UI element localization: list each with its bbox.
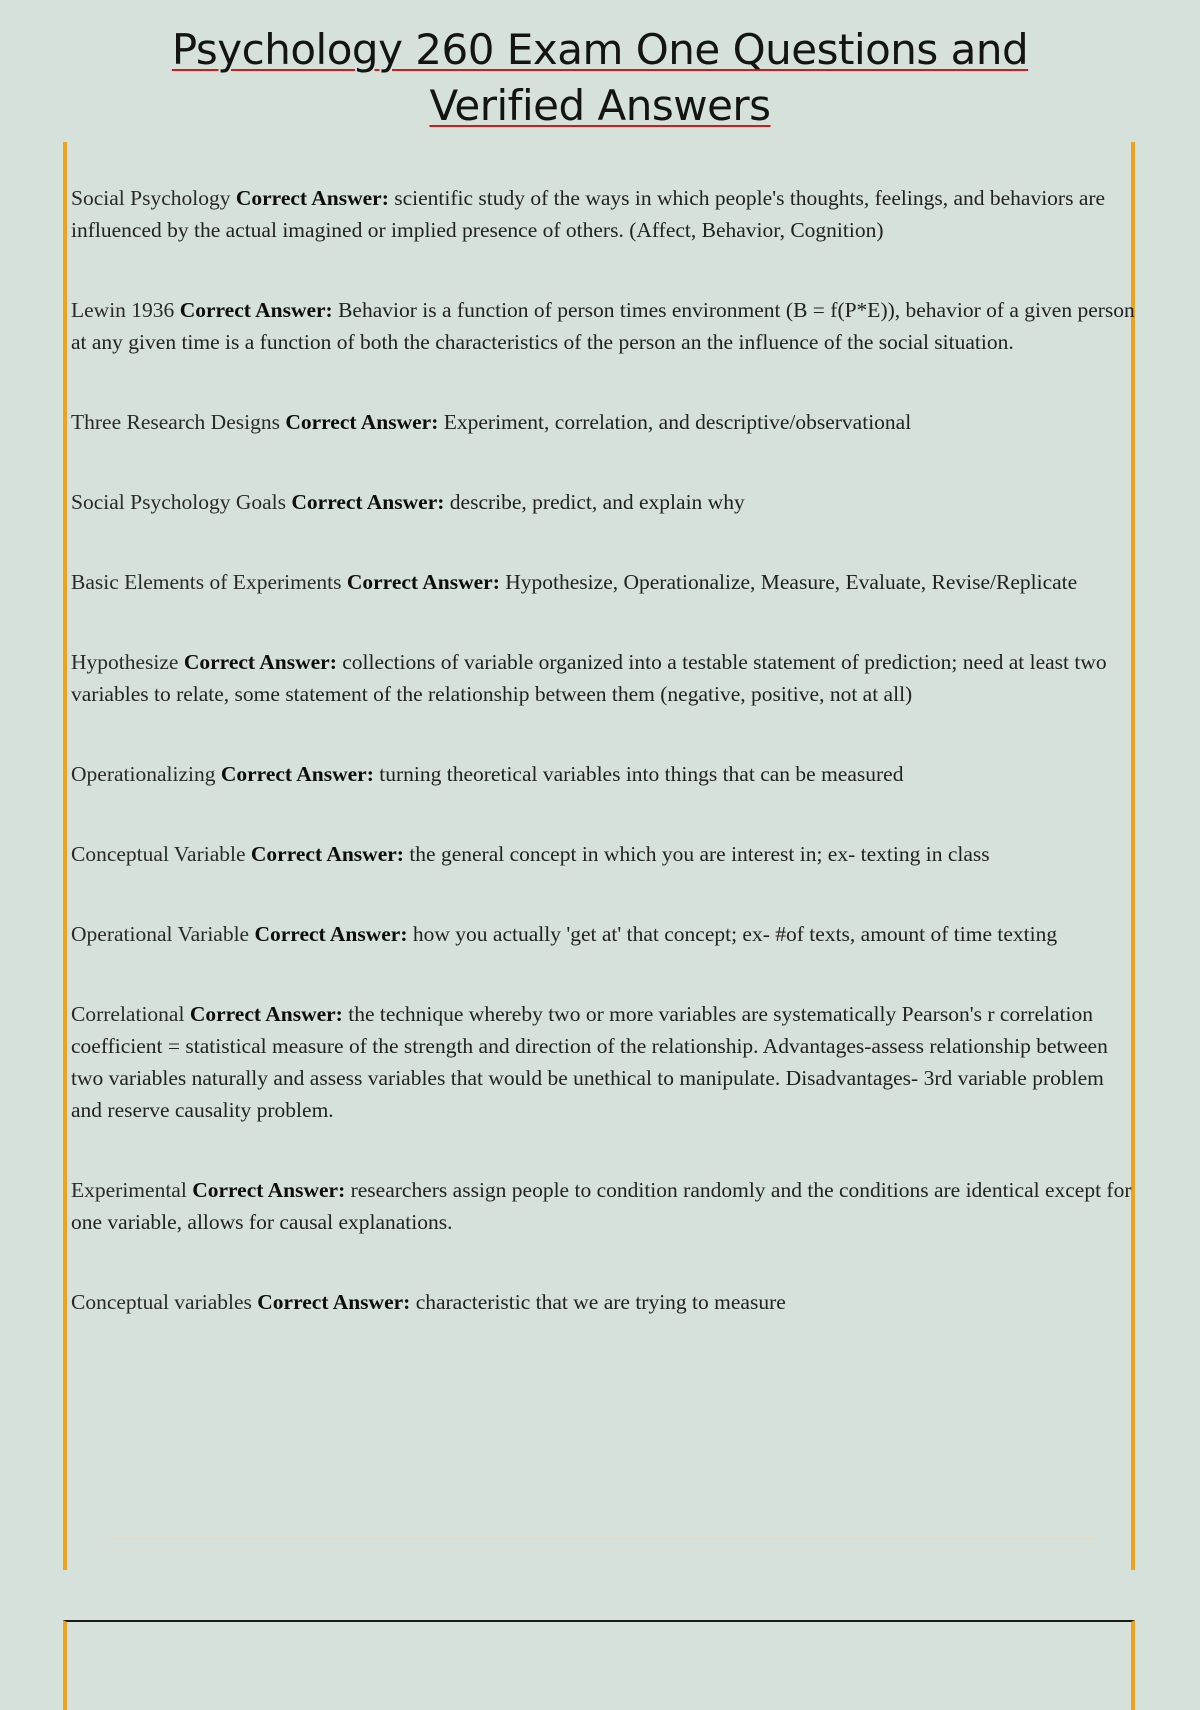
- qa-answer: researchers assign people to condition randomly and the conditions are identical except for one variable, allows for causal explanations.: [71, 1178, 1132, 1234]
- correct-answer-label: Correct Answer:: [220, 762, 374, 786]
- qa-answer: describe, predict, and explain why: [449, 490, 745, 514]
- qa-answer: characteristic that we are trying to measure: [415, 1290, 786, 1314]
- qa-answer: scientific study of the ways in which people's thoughts, feelings, and behaviors are influenced by the actual imagined or implied presence of others. (Affect, Behavior, Cognition): [71, 186, 1106, 242]
- qa-item: [71, 838, 1135, 870]
- qa-list: [71, 182, 1135, 1366]
- qa-term: Hypothesize: [71, 650, 179, 674]
- correct-answer-label: Correct Answer:: [257, 1290, 411, 1314]
- qa-item: [71, 1174, 1135, 1238]
- qa-answer: collections of variable organized into a testable statement of prediction; need at least two variables to relate, some statement of the relationship between them (negative, positive, not at all): [71, 650, 1107, 706]
- qa-term: Conceptual Variable: [71, 842, 246, 866]
- qa-item: [71, 406, 1135, 438]
- correct-answer-label: Correct Answer:: [179, 298, 333, 322]
- qa-item: [71, 294, 1135, 358]
- qa-item: [71, 1286, 1135, 1318]
- qa-term: Lewin 1936: [71, 298, 175, 322]
- qa-answer: Experiment, correlation, and descriptive/observational: [443, 410, 912, 434]
- correct-answer-label: Correct Answer:: [346, 570, 500, 594]
- qa-answer: turning theoretical variables into things that can be measured: [379, 762, 904, 786]
- correct-answer-label: Correct Answer:: [250, 842, 404, 866]
- qa-item: [71, 998, 1135, 1126]
- correct-answer-label: Correct Answer:: [235, 186, 389, 210]
- qa-content-box: [63, 142, 1135, 1570]
- qa-item: [71, 182, 1135, 246]
- correct-answer-label: Correct Answer:: [285, 410, 439, 434]
- correct-answer-label: Correct Answer:: [192, 1178, 346, 1202]
- qa-term: Social Psychology: [71, 186, 231, 210]
- qa-item: [71, 758, 1135, 790]
- qa-term: Correlational: [71, 1002, 185, 1026]
- qa-term: Operational Variable: [71, 922, 250, 946]
- qa-term: Basic Elements of Experiments: [71, 570, 342, 594]
- qa-item: [71, 918, 1135, 950]
- qa-answer: the general concept in which you are interest in; ex- texting in class: [409, 842, 990, 866]
- qa-item: [71, 566, 1135, 598]
- qa-answer: Behavior is a function of person times environment (B = f(P*E)), behavior of a given person at any given time is a function of both the characteristics of the person an the influence of the social situation.: [71, 298, 1135, 354]
- page-title: Psychology 260 Exam One Questions and Verified Answers: [171, 25, 1029, 130]
- qa-item: [71, 646, 1135, 710]
- correct-answer-label: Correct Answer:: [183, 650, 337, 674]
- qa-term: Social Psychology Goals: [71, 490, 286, 514]
- qa-answer: how you actually 'get at' that concept; ex- #of texts, amount of time texting: [412, 922, 1058, 946]
- correct-answer-label: Correct Answer:: [291, 490, 445, 514]
- qa-answer: the technique whereby two or more variables are systematically Pearson's r correlation coefficient = statistical measure of the strength and direction of the relationship. Advantages-assess relationship between two variables naturally and assess variables that would be unethical to manipulate. Disadvantages- 3rd variable problem and reserve causality problem.: [71, 1002, 1108, 1122]
- correct-answer-label: Correct Answer:: [254, 922, 408, 946]
- correct-answer-label: Correct Answer:: [189, 1002, 343, 1026]
- qa-term: Three Research Designs: [71, 410, 280, 434]
- qa-item: [71, 486, 1135, 518]
- qa-term: Conceptual variables: [71, 1290, 252, 1314]
- qa-term: Experimental: [71, 1178, 187, 1202]
- qa-term: Operationalizing: [71, 762, 216, 786]
- faint-divider: [107, 1537, 1097, 1540]
- qa-answer: Hypothesize, Operationalize, Measure, Evaluate, Revise/Replicate: [505, 570, 1078, 594]
- next-page-box: [63, 1620, 1135, 1710]
